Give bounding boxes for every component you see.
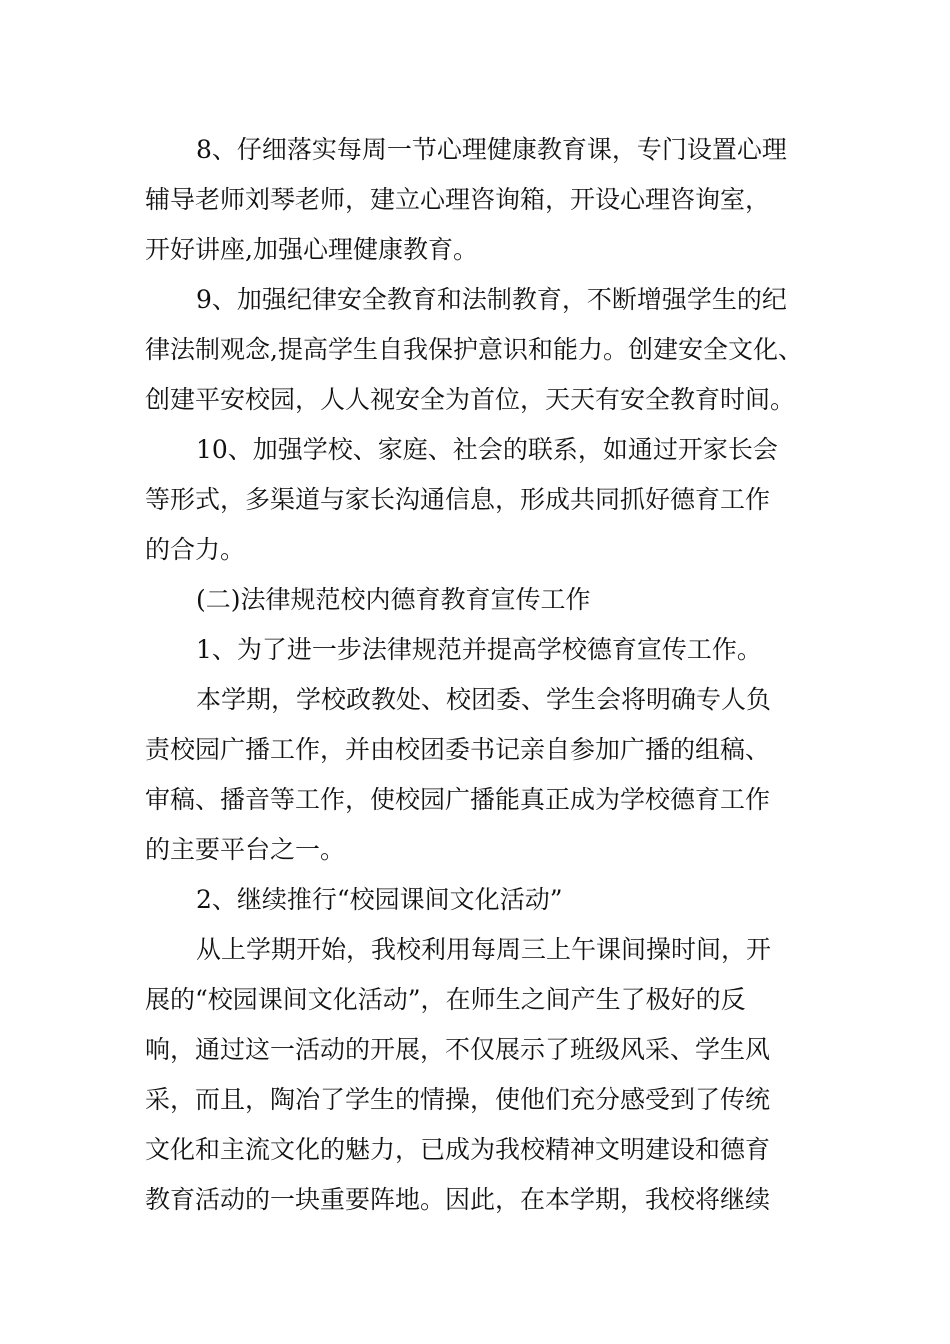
text-line: 律法制观念,提高学生自我保护意识和能力。创建安全文化、 xyxy=(145,335,803,364)
text-line: 的合力。 xyxy=(145,535,246,564)
text-line: 响，通过这一活动的开展，不仅展示了班级风采、学生风 xyxy=(145,1035,771,1064)
text-line: 8、仔细落实每周一节心理健康教育课，专门设置心理 xyxy=(196,135,787,164)
text-line: 创建平安校园，人人视安全为首位，天天有安全教育时间。 xyxy=(145,385,796,414)
text-line: 采，而且，陶冶了学生的情操，使他们充分感受到了传统 xyxy=(145,1085,771,1114)
text-line: 审稿、播音等工作，使校园广播能真正成为学校德育工作 xyxy=(145,785,771,814)
text-line: 辅导老师刘琴老师，建立心理咨询箱，开设心理咨询室， xyxy=(145,185,771,214)
text-line: 开好讲座,加强心理健康教育。 xyxy=(145,235,478,264)
text-line: 责校园广播工作，并由校团委书记亲自参加广播的组稿、 xyxy=(145,735,771,764)
text-line: 等形式，多渠道与家长沟通信息，形成共同抓好德育工作 xyxy=(145,485,771,514)
text-line: 2、继续推行“校园课间文化活动” xyxy=(196,885,563,914)
text-line: 的主要平台之一。 xyxy=(145,835,346,864)
text-line: 文化和主流文化的魅力，已成为我校精神文明建设和德育 xyxy=(145,1135,771,1164)
section-heading: (二)法律规范校内德育教育宣传工作 xyxy=(196,585,591,614)
text-line: 展的“校园课间文化活动”，在师生之间产生了极好的反 xyxy=(145,985,746,1014)
text-line: 10、加强学校、家庭、社会的联系，如通过开家长会 xyxy=(196,435,778,464)
text-line: 9、加强纪律安全教育和法制教育，不断增强学生的纪 xyxy=(196,285,787,314)
text-line: 1、为了进一步法律规范并提高学校德育宣传工作。 xyxy=(196,635,762,664)
text-line: 教育活动的一块重要阵地。因此，在本学期，我校将继续 xyxy=(145,1185,771,1214)
text-line: 从上学期开始，我校利用每周三上午课间操时间，开 xyxy=(196,935,772,964)
document-body xyxy=(145,125,810,1225)
text-line: 本学期，学校政教处、校团委、学生会将明确专人负 xyxy=(196,685,772,714)
